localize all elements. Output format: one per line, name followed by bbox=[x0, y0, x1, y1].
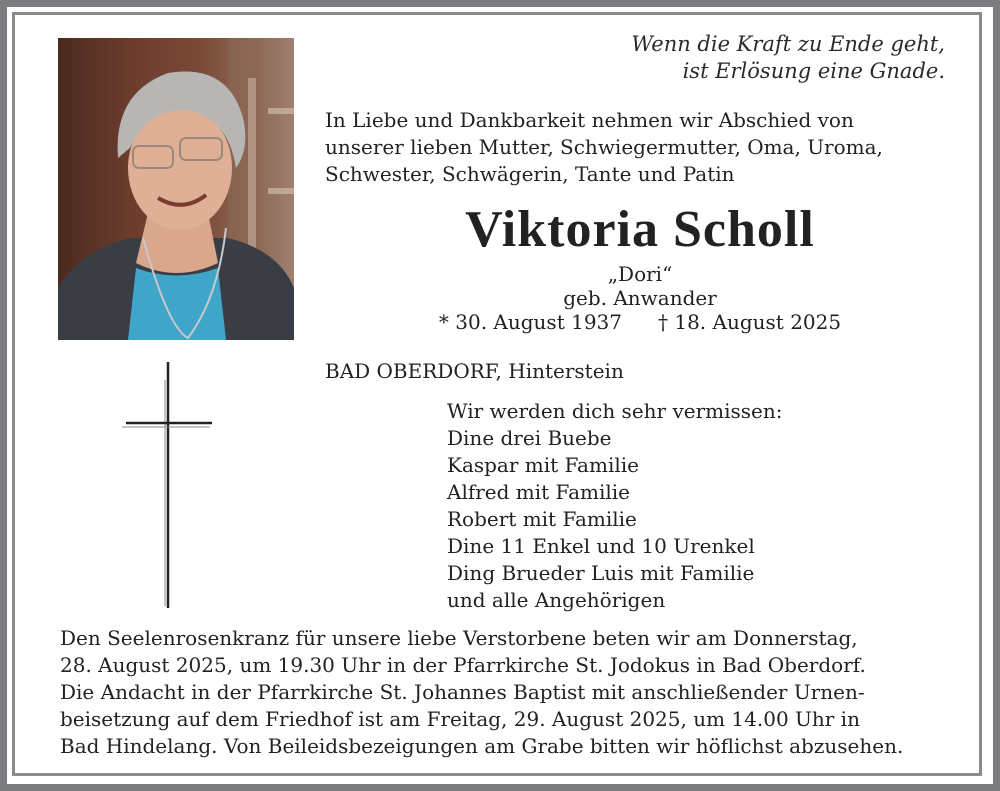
mourner-entry: Dine 11 Enkel und 10 Urenkel bbox=[447, 534, 755, 558]
portrait-image-icon bbox=[58, 38, 294, 340]
mourner-entry: Dine drei Buebe bbox=[447, 426, 612, 450]
deceased-details bbox=[380, 262, 900, 334]
mourner-entry: Alfred mit Familie bbox=[447, 480, 630, 504]
service-line: beisetzung auf dem Friedhof ist am Freitag, 29. August 2025, um 14.00 Uhr in bbox=[60, 707, 860, 731]
cross-icon bbox=[120, 360, 220, 610]
birth-date: * 30. August 1937 bbox=[438, 310, 622, 334]
deceased-name: Viktoria Scholl bbox=[465, 201, 815, 258]
mourner-entry: Robert mit Familie bbox=[447, 507, 637, 531]
intro-line: Schwester, Schwägerin, Tante und Patin bbox=[325, 162, 735, 186]
service-line: Die Andacht in der Pfarrkirche St. Johannes Baptist mit anschließender Urnen- bbox=[60, 680, 865, 704]
mourner-entry: Ding Brueder Luis mit Familie bbox=[447, 561, 755, 585]
motto-line: ist Erlösung eine Gnade. bbox=[682, 59, 945, 83]
motto-line: Wenn die Kraft zu Ende geht, bbox=[631, 32, 945, 56]
service-line: Den Seelenrosenkranz für unsere liebe Verstorbene beten wir am Donnerstag, bbox=[60, 626, 858, 650]
location: BAD OBERDORF, Hinterstein bbox=[325, 359, 624, 383]
service-line: 28. August 2025, um 19.30 Uhr in der Pfarrkirche St. Jodokus in Bad Oberdorf. bbox=[60, 653, 866, 677]
mourners-list bbox=[447, 398, 783, 614]
nickname: „Dori“ bbox=[607, 262, 673, 286]
death-date: † 18. August 2025 bbox=[658, 310, 842, 334]
mourners-heading: Wir werden dich sehr vermissen: bbox=[447, 399, 783, 423]
intro-line: In Liebe und Dankbarkeit nehmen wir Abschied von bbox=[325, 108, 854, 132]
intro-text bbox=[325, 107, 925, 188]
intro-line: unserer lieben Mutter, Schwiegermutter, Oma, Uroma, bbox=[325, 135, 883, 159]
motto-quote bbox=[600, 31, 945, 85]
mourner-entry: und alle Angehörigen bbox=[447, 588, 666, 612]
birth-name: geb. Anwander bbox=[563, 286, 717, 310]
portrait-photo bbox=[58, 38, 294, 340]
life-dates bbox=[380, 310, 900, 334]
mourner-entry: Kaspar mit Familie bbox=[447, 453, 639, 477]
service-information bbox=[60, 625, 960, 760]
service-line: Bad Hindelang. Von Beileidsbezeigungen am Grabe bitten wir höflichst abzusehen. bbox=[60, 734, 904, 758]
